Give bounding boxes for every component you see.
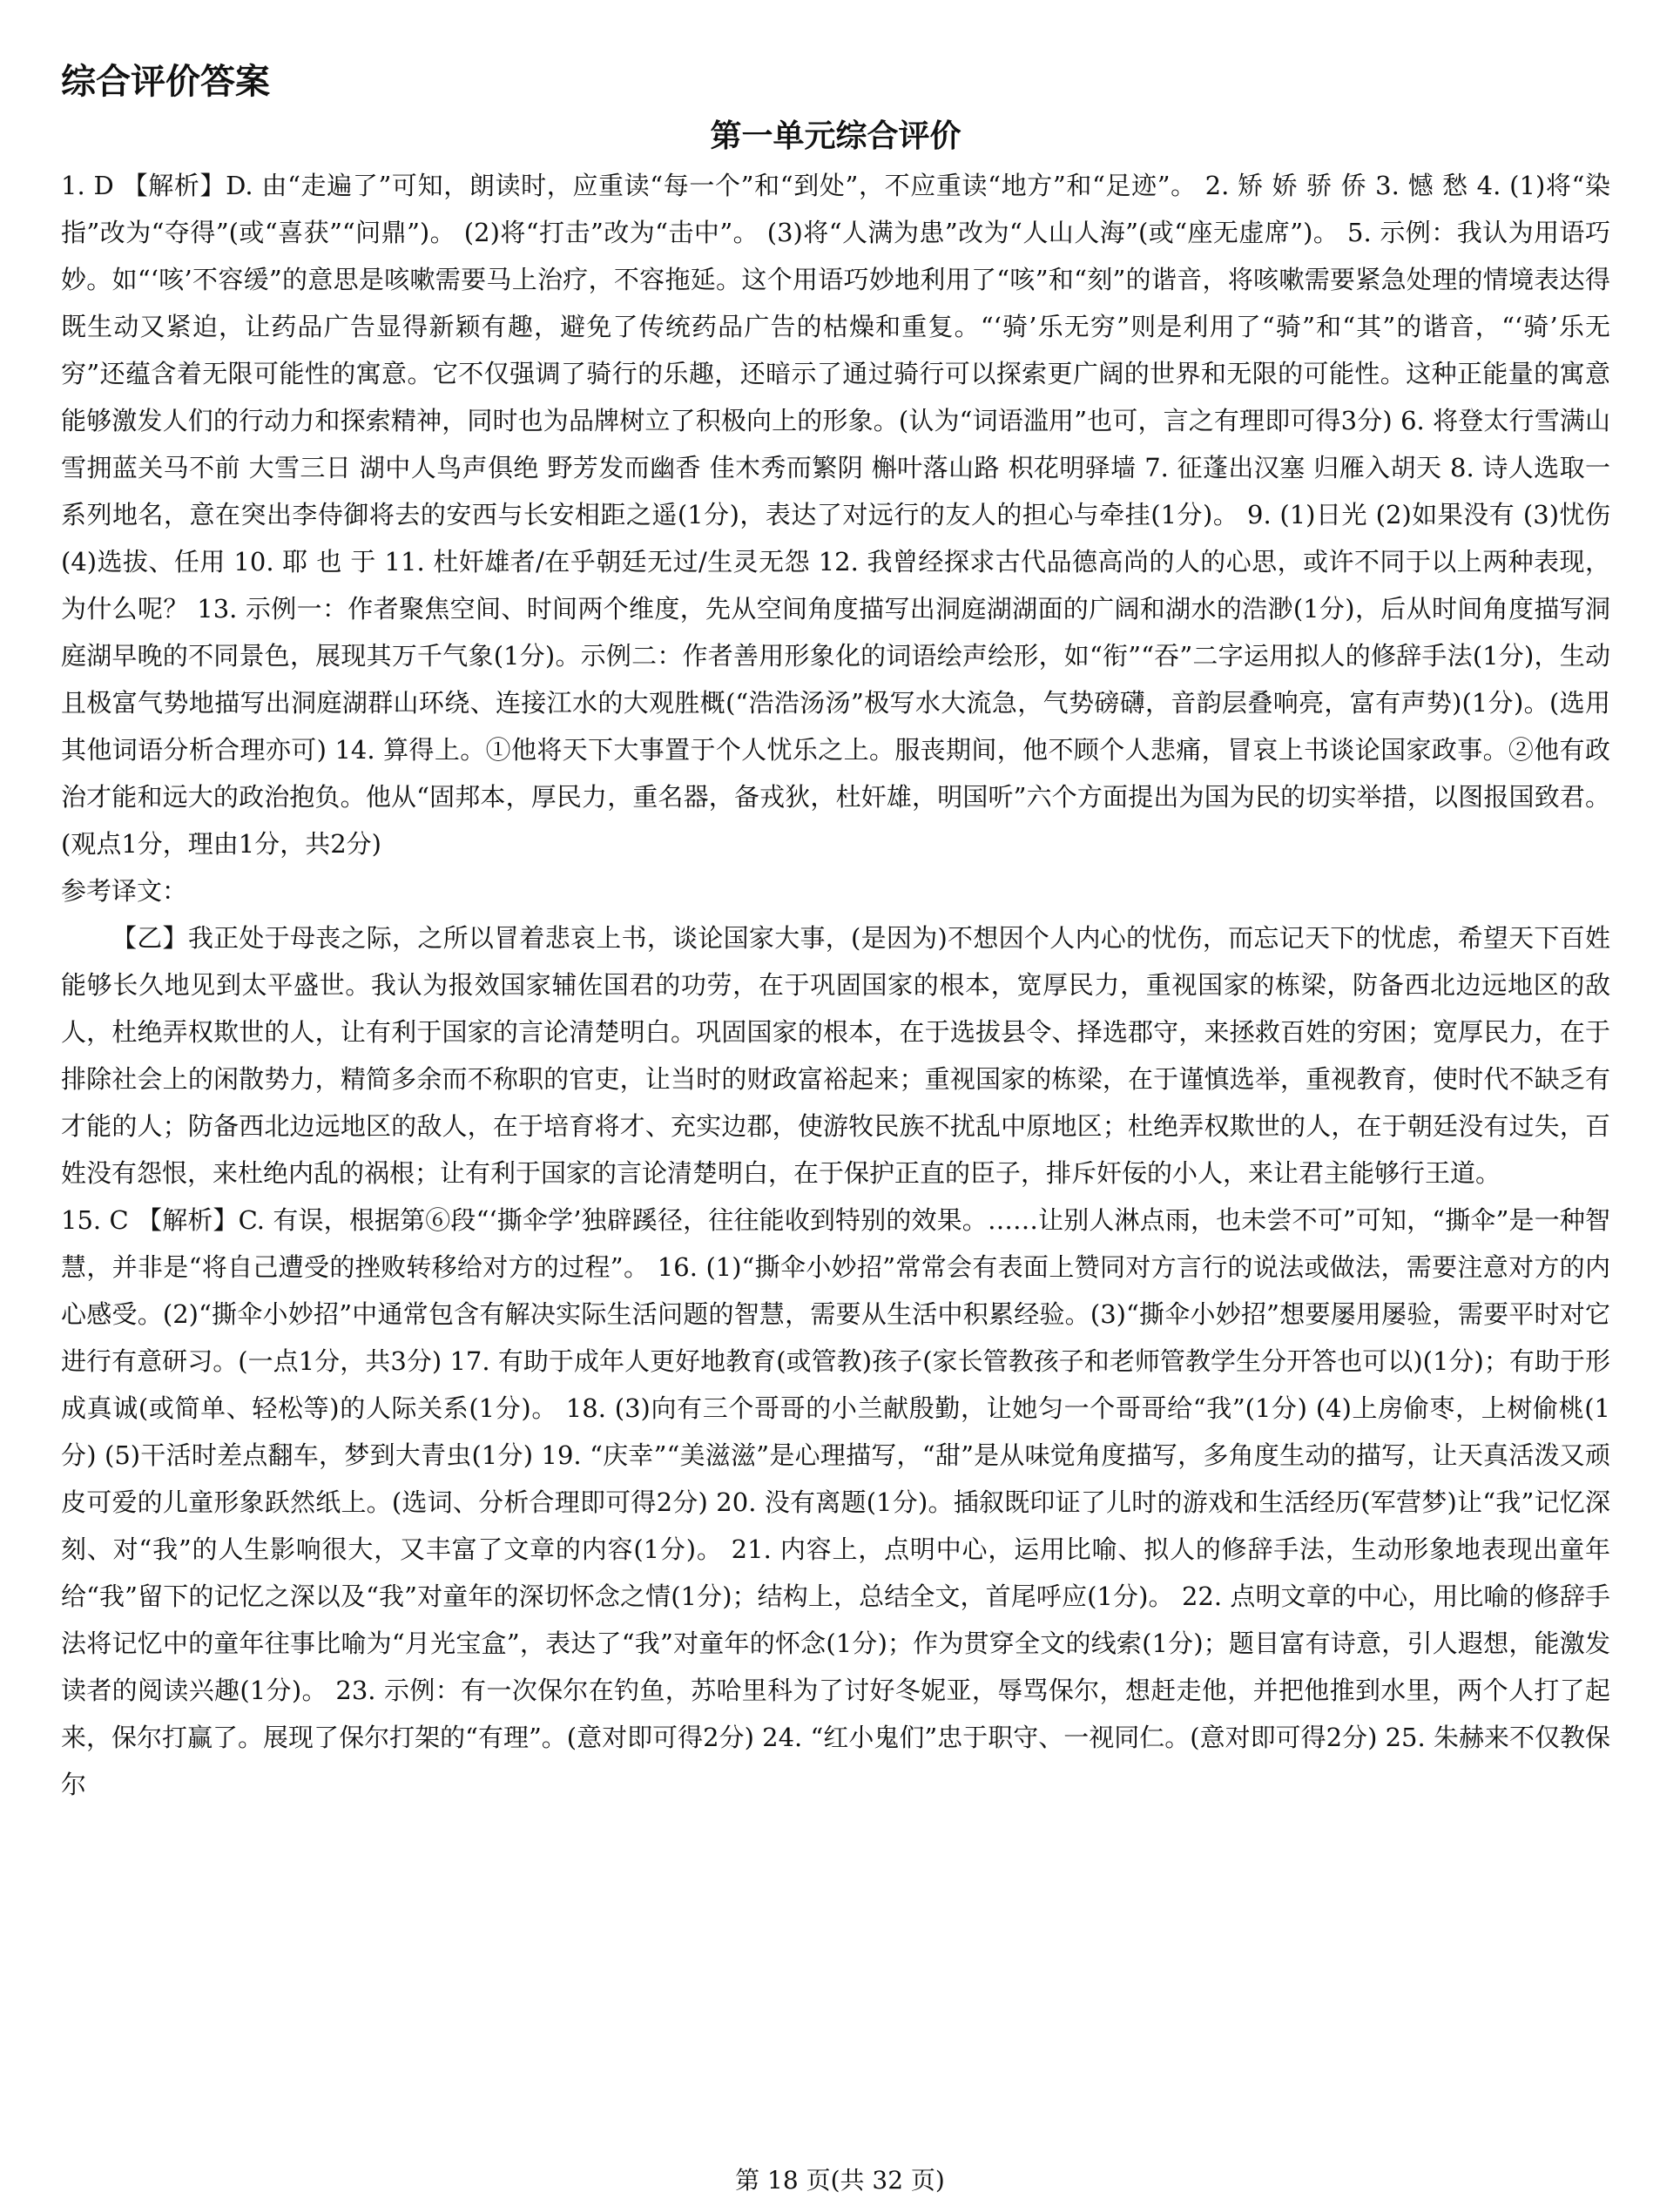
translation-text: 【乙】我正处于母丧之际，之所以冒着悲哀上书，谈论国家大事，(是因为)不想因个人内心的忧伤，而忘记天下的忧虑，希望天下百姓能够长久地见到太平盛世。我认为报效国家辅佐国君的功劳，在于巩固国家的根本，宽厚民力，重视国家的栋梁，防备西北边远地区的敌人，杜绝弄权欺世的人，让有利于国家的言论清楚明白。巩固国家的根本，在于选拔县令、择选郡守，来拯救百姓的穷困；宽厚民力，在于排除社会上的闲散势力，精简多余而不称职的官吏，让当时的财政富裕起来；重视国家的栋梁，在于谨慎选举，重视教育，使时代不缺乏有才能的人；防备西北边远地区的敌人，在于培育将才、充实边郡，使游牧民族不扰乱中原地区；杜绝弄权欺世的人，在于朝廷没有过失，百姓没有怨恨，来杜绝内乱的祸根；让有利于国家的言论清楚明白，在于保护正直的臣子，排斥奸佞的小人，来让君主能够行王道。 xyxy=(61,923,1610,1188)
section-title: 综合评价答案 xyxy=(61,62,270,102)
unit-title: 第一单元综合评价 xyxy=(710,118,961,154)
page-number: 第 18 页(共 32 页) xyxy=(735,2166,945,2195)
answers-part-2: 15. C 【解析】C. 有误，根据第⑥段“‘撕伞学’独辟蹊径，往往能收到特别的效果。……让别人淋点雨，也未尝不可”可知，“撕伞”是一种智慧，并非是“将自己遭受的挫败转移给对方的过程”。 16. (1)“撕伞小妙招”常常会有表面上赞同对方言行的说法或做法，需要注意对方的内心感受。(2)“撕伞小妙招”中通常包含有解决实际生活问题的智慧，需要从生活中积累经验。(3)“撕伞小妙招”想要屡用屡验，需要平时对它进行有意研习。(一点1分，共3分) 17. 有助于成年人更好地教育(或管教)孩子(家长管教孩子和老师管教学生分开答也可以)(1分)；有助于形成真诚(或简单、轻松等)的人际关系(1分)。 18. (3)向有三个哥哥的小兰献殷勤，让她匀一个哥哥给“我”(1分) (4)上房偷枣，上树偷桃(1分) (5)干活时差点翻车，梦到大青虫(1分) 19. “庆幸”“美滋滋”是心理描写，“甜”是从味觉角度描写，多角度生动的描写，让天真活泼又顽皮可爱的儿童形象跃然纸上。(选词、分析合理即可得2分) 20. 没有离题(1分)。插叙既印证了儿时的游戏和生活经历(军营梦)让“我”记忆深刻、对“我”的人生影响很大，又丰富了文章的内容(1分)。 21. 内容上，点明中心，运用比喻、拟人的修辞手法，生动形象地表现出童年给“我”留下的记忆之深以及“我”对童年的深切怀念之情(1分)；结构上，总结全文，首尾呼应(1分)。 22. 点明文章的中心，用比喻的修辞手法将记忆中的童年往事比喻为“月光宝盒”，表达了“我”对童年的怀念(1分)；作为贯穿全文的线索(1分)；题目富有诗意，引人遐想，能激发读者的阅读兴趣(1分)。 23. 示例：有一次保尔在钓鱼，苏哈里科为了讨好冬妮亚，辱骂保尔，想赶走他，并把他推到水里，两个人打了起来，保尔打赢了。展现了保尔打架的“有理”。(意对即可得2分) 24. “红小鬼们”忠于职守、一视同仁。(意对即可得2分) 25. 朱赫来不仅教保尔 xyxy=(61,1205,1610,1799)
translation-label: 参考译文： xyxy=(61,876,188,906)
answers-part-1: 1. D 【解析】D. 由“走遍了”可知，朗读时，应重读“每一个”和“到处”，不应重读“地方”和“足迹”。 2. 矫 娇 骄 侨 3. 憾 愁 4. (1)将“染指”改为“夺得”(或“喜获”“问鼎”)。 (2)将“打击”改为“击中”。 (3)将“人满为患”改为“人山人海”(或“座无虚席”)。 5. 示例：我认为用语巧妙。如“‘咳’不容缓”的意思是咳嗽需要马上治疗，不容拖延。这个用语巧妙地利用了“咳”和“刻”的谐音，将咳嗽需要紧急处理的情境表达得既生动又紧迫，让药品广告显得新颖有趣，避免了传统药品广告的枯燥和重复。“‘骑’乐无穷”则是利用了“骑”和“其”的谐音，“‘骑’乐无穷”还蕴含着无限可能性的寓意。它不仅强调了骑行的乐趣，还暗示了通过骑行可以探索更广阔的世界和无限的可能性。这种正能量的寓意能够激发人们的行动力和探索精神，同时也为品牌树立了积极向上的形象。(认为“词语滥用”也可，言之有理即可得3分) 6. 将登太行雪满山 雪拥蓝关马不前 大雪三日 湖中人鸟声俱绝 野芳发而幽香 佳木秀而繁阴 槲叶落山路 枳花明驿墙 7. 征蓬出汉塞 归雁入胡天 8. 诗人选取一系列地名，意在突出李侍御将去的安西与长安相距之遥(1分)，表达了对远行的友人的担心与牵挂(1分)。 9. (1)日光 (2)如果没有 (3)忧伤 (4)选拔、任用 10. 耶 也 于 11. 杜奸雄者/在乎朝廷无过/生灵无怨 12. 我曾经探求古代品德高尚的人的心思，或许不同于以上两种表现，为什么呢？ 13. 示例一：作者聚焦空间、时间两个维度，先从空间角度描写出洞庭湖湖面的广阔和湖水的浩渺(1分)，后从时间角度描写洞庭湖早晚的不同景色，展现其万千气象(1分)。示例二：作者善用形象化的词语绘声绘形，如“衔”“吞”二字运用拟人的修辞手法(1分)，生动且极富气势地描写出洞庭湖群山环绕、连接江水的大观胜概(“浩浩汤汤”极写水大流急，气势磅礴，音韵层叠响亮，富有声势)(1分)。(选用其他词语分析合理亦可) 14. 算得上。①他将天下大事置于个人忧乐之上。服丧期间，他不顾个人悲痛，冒哀上书谈论国家政事。②他有政治才能和远大的政治抱负。他从“固邦本，厚民力，重名器，备戎狄，杜奸雄，明国听”六个方面提出为国为民的切实举措，以图报国致君。(观点1分，理由1分，共2分) xyxy=(61,171,1610,859)
